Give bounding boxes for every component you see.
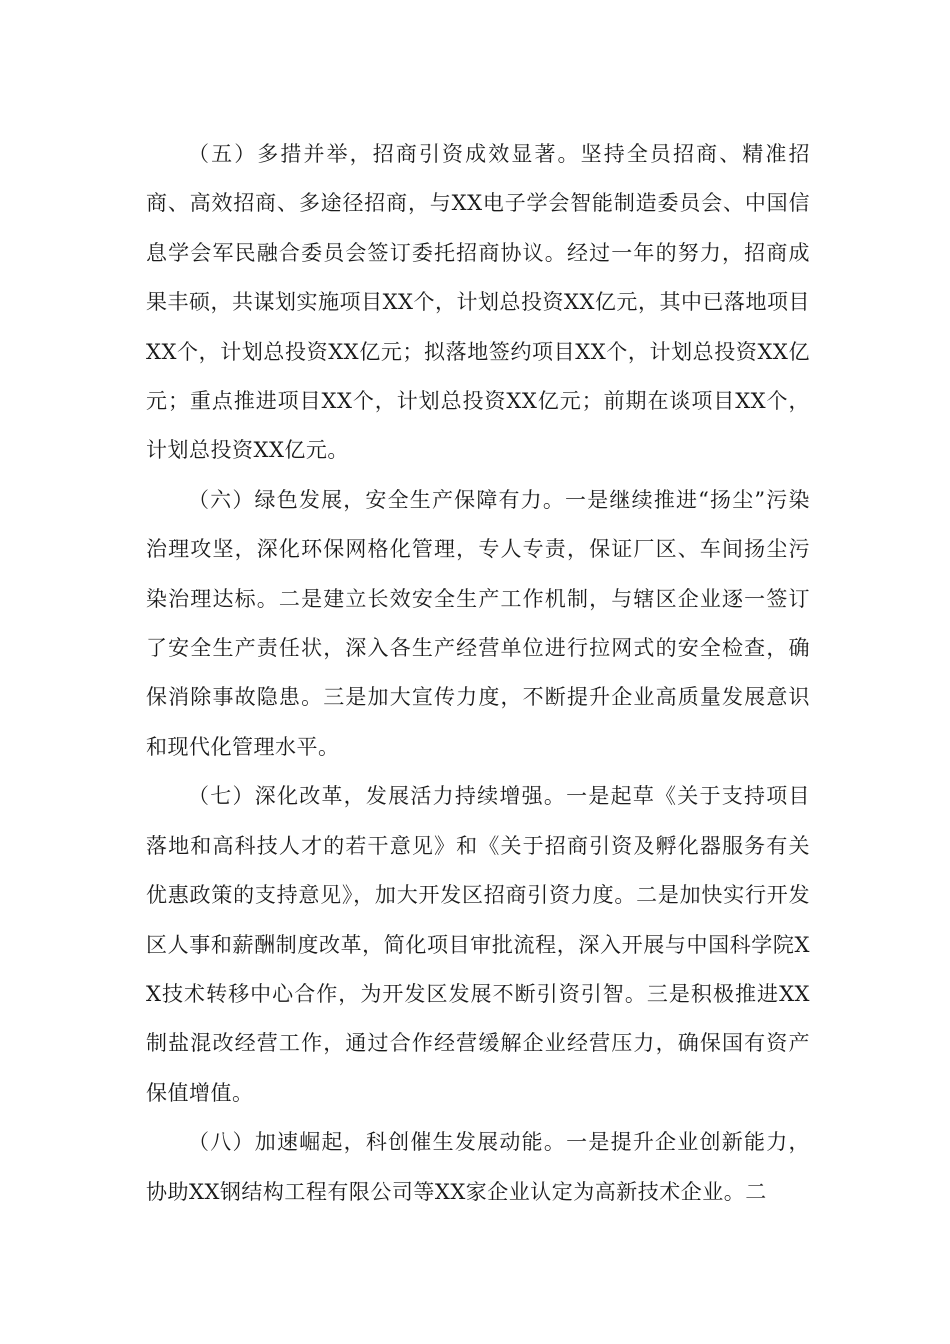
document-body	[146, 130, 810, 1217]
paragraph-reform: （七）深化改革，发展活力持续增强。一是起草《关于支持项目落地和高科技人才的若干意见》和《关于招商引资及孵化器服务有关优惠政策的支持意见》，加大开发区招商引资力度。二是加快实行开发区人事和薪酬制度改革，简化项目审批流程，深入开展与中国科学院XX技术转移中心合作，为开发区发展不断引资引智。三是积极推进XX制盐混改经营工作，通过合作经营缓解企业经营压力，确保国有资产保值增值。	[146, 784, 810, 1105]
paragraph-green-safety: （六）绿色发展，安全生产保障有力。一是继续推进“扬尘”污染治理攻坚，深化环保网格化管理，专人专责，保证厂区、车间扬尘污染治理达标。二是建立长效安全生产工作机制，与辖区企业逐一签订了安全生产责任状，深入各生产经营单位进行拉网式的安全检查，确保消除事故隐患。三是加大宣传力度，不断提升企业高质量发展意识和现代化管理水平。	[146, 487, 810, 759]
paragraph-investment: （五）多措并举，招商引资成效显著。坚持全员招商、精准招商、高效招商、多途径招商，与XX电子学会智能制造委员会、中国信息学会军民融合委员会签订委托招商协议。经过一年的努力，招商成果丰硕，共谋划实施项目XX个，计划总投资XX亿元，其中已落地项目XX个，计划总投资XX亿元；拟落地签约项目XX个，计划总投资XX亿元；重点推进项目XX个，计划总投资XX亿元；前期在谈项目XX个，计划总投资XX亿元。	[146, 142, 810, 463]
paragraph-innovation: （八）加速崛起，科创催生发展动能。一是提升企业创新能力，协助XX钢结构工程有限公司等XX家企业认定为高新技术企业。二	[146, 1130, 810, 1204]
